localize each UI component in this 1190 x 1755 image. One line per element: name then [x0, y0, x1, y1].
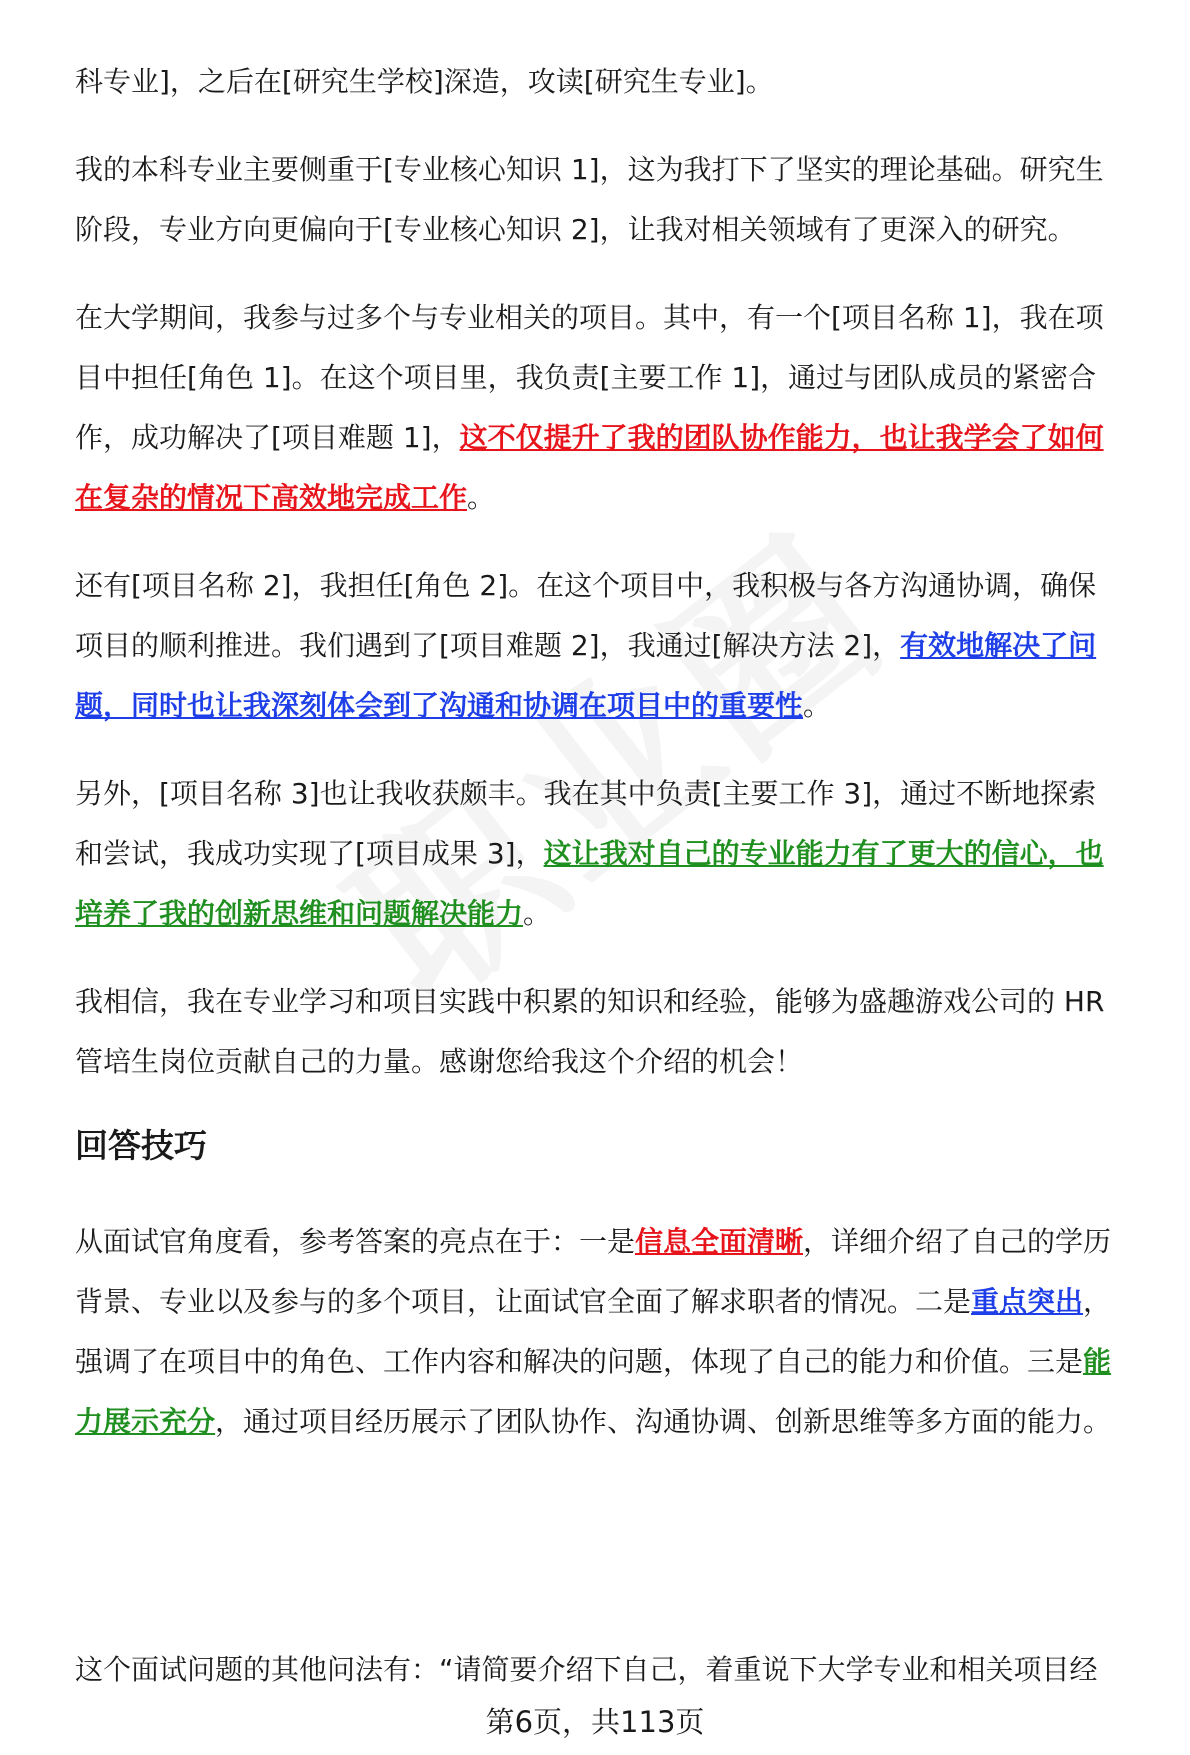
highlight-green: 能力展示充分 — [75, 1345, 1112, 1438]
paragraph-end: 。 — [467, 481, 496, 514]
highlight-blue: 重点突出 — [971, 1285, 1084, 1318]
highlight-red: 这不仅提升了我的团队协作能力，也让我学会了如何在复杂的情况下高效地完成工作 — [75, 421, 1104, 514]
paragraph-tips — [75, 1212, 1115, 1452]
paragraph-end: 。 — [803, 689, 832, 722]
paragraph-text: ，通过项目经历展示了团队协作、沟通协调、创新思维等多方面的能力。 — [215, 1405, 1112, 1438]
paragraph-text: 还有[项目名称 2]，我担任[角色 2]。在这个项目中，我积极与各方沟通协调，确保项目的顺利推进。我们遇到了[项目难题 2]，我通过[解决方法 2]， — [75, 569, 1097, 662]
paragraph-text: 我相信，我在专业学习和项目实践中积累的知识和经验，能够为盛趣游戏公司的 HR 管培生岗位贡献自己的力量。感谢您给我这个介绍的机会！ — [75, 985, 1105, 1078]
section-heading: 回答技巧 — [75, 1126, 207, 1165]
paragraph-project-1 — [75, 288, 1115, 528]
paragraph-closing — [75, 972, 1115, 1092]
paragraph-project-3 — [75, 764, 1115, 944]
paragraph-text: 在大学期间，我参与过多个与专业相关的项目。其中，有一个[项目名称 1]，我在项目中担任[角色 1]。在这个项目里，我负责[主要工作 1]，通过与团队成员的紧密合作，成功解决了[项目难题 1]， — [75, 301, 1104, 454]
highlight-red: 信息全面清晰 — [635, 1225, 804, 1258]
paragraph-text: 科专业]，之后在[研究生学校]深造，攻读[研究生专业]。 — [75, 65, 774, 98]
paragraph-text: ，详细介绍了自己的学历背景、专业以及参与的多个项目，让面试官全面了解求职者的情况。二是 — [75, 1225, 1112, 1318]
paragraph-project-2 — [75, 556, 1115, 736]
paragraph-text: 另外，[项目名称 3]也让我收获颇丰。我在其中负责[主要工作 3]，通过不断地探索和尝试，我成功实现了[项目成果 3]， — [75, 777, 1097, 870]
page-number-footer: 第6页，共113页 — [485, 1705, 705, 1739]
paragraph-education-intro — [75, 52, 1115, 112]
paragraph-major-focus — [75, 140, 1115, 260]
paragraph-text: ，强调了在项目中的角色、工作内容和解决的问题，体现了自己的能力和价值。三是 — [75, 1285, 1112, 1378]
paragraph-other-questions: 这个面试问题的其他问法有：“请简要介绍下自己，着重说下大学专业和相关项目经 — [75, 1653, 1098, 1686]
paragraph-text: 从面试官角度看，参考答案的亮点在于：一是 — [75, 1225, 636, 1258]
paragraph-text: 我的本科专业主要侧重于[专业核心知识 1]，这为我打下了坚实的理论基础。研究生阶段，专业方向更偏向于[专业核心知识 2]，让我对相关领域有了更深入的研究。 — [75, 153, 1104, 246]
paragraph-end: 。 — [523, 897, 552, 930]
highlight-green: 这让我对自己的专业能力有了更大的信心，也培养了我的创新思维和问题解决能力 — [75, 837, 1104, 930]
highlight-blue: 有效地解决了问题，同时也让我深刻体会到了沟通和协调在项目中的重要性 — [75, 629, 1097, 722]
